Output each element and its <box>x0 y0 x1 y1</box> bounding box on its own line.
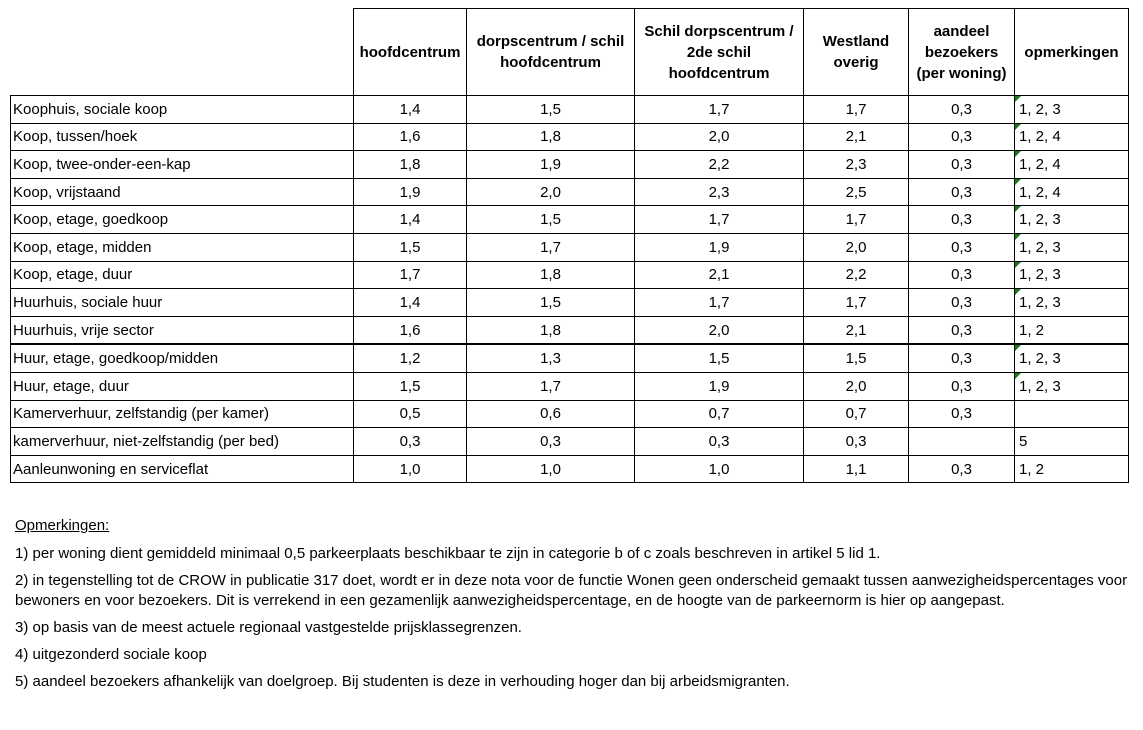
value-cell: 1,0 <box>467 455 635 483</box>
remarks-cell <box>1015 400 1129 428</box>
remarks-text: 1, 2, 3 <box>1019 211 1061 229</box>
table-row <box>11 316 1129 344</box>
comment-indicator-icon[interactable] <box>1015 262 1021 268</box>
value-cell: 0,3 <box>909 400 1015 428</box>
comment-indicator-icon[interactable] <box>1015 206 1021 212</box>
value-cell: 2,0 <box>635 316 804 344</box>
row-label: Koop, etage, goedkoop <box>11 206 354 234</box>
header-aandeel-bezoekers: aandeel bezoekers (per woning) <box>909 9 1015 96</box>
value-cell: 1,5 <box>354 372 467 400</box>
remarks-text: 1, 2, 3 <box>1019 100 1061 118</box>
value-cell: 0,3 <box>909 233 1015 261</box>
table-row <box>11 178 1129 206</box>
value-cell: 2,1 <box>635 261 804 289</box>
value-cell: 0,7 <box>635 400 804 428</box>
value-cell: 1,6 <box>354 123 467 151</box>
row-label: Koop, etage, duur <box>11 261 354 289</box>
value-cell: 1,5 <box>467 96 635 124</box>
table-body <box>11 96 1129 483</box>
value-cell: 0,3 <box>909 96 1015 124</box>
value-cell <box>909 428 1015 456</box>
header-dorpscentrum: dorpscentrum / schil hoofdcentrum <box>467 9 635 96</box>
remarks-cell <box>1015 428 1129 456</box>
value-cell: 0,3 <box>909 289 1015 317</box>
value-cell: 0,3 <box>635 428 804 456</box>
value-cell: 1,7 <box>635 96 804 124</box>
remarks-text: 1, 2, 3 <box>1019 377 1061 395</box>
value-cell: 2,1 <box>804 123 909 151</box>
value-cell: 1,5 <box>804 344 909 372</box>
value-cell: 0,3 <box>909 151 1015 179</box>
value-cell: 1,8 <box>467 123 635 151</box>
remarks-text: 1, 2, 4 <box>1019 183 1061 201</box>
table-row <box>11 233 1129 261</box>
remarks-cell <box>1015 289 1129 317</box>
remarks-text: 1, 2, 3 <box>1019 293 1061 311</box>
row-label: Koop, vrijstaand <box>11 178 354 206</box>
header-westland-overig: Westland overig <box>804 9 909 96</box>
value-cell: 2,0 <box>804 372 909 400</box>
remarks-text: 1, 2, 3 <box>1019 266 1061 284</box>
row-label: Koop, tussen/hoek <box>11 123 354 151</box>
parking-norms-table-sheet <box>10 8 1129 483</box>
table-row <box>11 372 1129 400</box>
header-schil-dorpscentrum: Schil dorpscentrum / 2de schil hoofdcentrum <box>635 9 804 96</box>
value-cell: 0,3 <box>467 428 635 456</box>
remarks-cell <box>1015 261 1129 289</box>
value-cell: 0,3 <box>909 123 1015 151</box>
remarks-cell <box>1015 344 1129 372</box>
row-label: Koop, twee-onder-een-kap <box>11 151 354 179</box>
remarks-text: 1, 2, 4 <box>1019 128 1061 146</box>
value-cell: 1,9 <box>354 178 467 206</box>
table-row <box>11 455 1129 483</box>
table-row <box>11 206 1129 234</box>
comment-indicator-icon[interactable] <box>1015 345 1021 351</box>
value-cell: 2,2 <box>635 151 804 179</box>
table-row <box>11 96 1129 124</box>
header-corner <box>11 9 354 96</box>
table-row <box>11 428 1129 456</box>
header-opmerkingen: opmerkingen <box>1015 9 1129 96</box>
value-cell: 0,3 <box>354 428 467 456</box>
value-cell: 0,7 <box>804 400 909 428</box>
row-label: Koop, etage, midden <box>11 233 354 261</box>
value-cell: 1,3 <box>467 344 635 372</box>
remarks-cell <box>1015 233 1129 261</box>
row-label: Aanleunwoning en serviceflat <box>11 455 354 483</box>
remark-5: 5) aandeel bezoekers afhankelijk van doelgroep. Bij studenten is deze in verhouding hoger dan bij arbeidsmigranten. <box>15 673 790 690</box>
remarks-text: 1, 2, 3 <box>1019 350 1061 368</box>
value-cell: 0,3 <box>909 178 1015 206</box>
value-cell: 1,6 <box>354 316 467 344</box>
row-label: Huurhuis, sociale huur <box>11 289 354 317</box>
header-hoofdcentrum: hoofdcentrum <box>354 9 467 96</box>
remarks-cell <box>1015 372 1129 400</box>
comment-indicator-icon[interactable] <box>1015 151 1021 157</box>
row-label: Koophuis, sociale koop <box>11 96 354 124</box>
value-cell: 1,7 <box>467 233 635 261</box>
remarks-text: 5 <box>1019 432 1028 450</box>
remarks-cell <box>1015 178 1129 206</box>
value-cell: 1,1 <box>804 455 909 483</box>
value-cell: 1,8 <box>354 151 467 179</box>
remarks-cell <box>1015 455 1129 483</box>
value-cell: 2,5 <box>804 178 909 206</box>
value-cell: 1,7 <box>354 261 467 289</box>
value-cell: 2,3 <box>804 151 909 179</box>
remarks-title: Opmerkingen: <box>15 517 110 534</box>
row-label: Huur, etage, goedkoop/midden <box>11 344 354 372</box>
value-cell: 0,3 <box>804 428 909 456</box>
value-cell: 0,5 <box>354 400 467 428</box>
value-cell: 1,5 <box>635 344 804 372</box>
value-cell: 1,4 <box>354 96 467 124</box>
table-row <box>11 289 1129 317</box>
remarks-text: 1, 2, 4 <box>1019 155 1061 173</box>
table-row <box>11 151 1129 179</box>
value-cell: 1,7 <box>635 206 804 234</box>
remark-3: 3) op basis van de meest actuele regionaal vastgestelde prijsklassegrenzen. <box>15 619 522 636</box>
value-cell: 1,9 <box>635 233 804 261</box>
value-cell: 2,0 <box>635 123 804 151</box>
row-label: Kamerverhuur, zelfstandig (per kamer) <box>11 400 354 428</box>
remarks-text: 1, 2, 3 <box>1019 238 1061 256</box>
value-cell: 2,2 <box>804 261 909 289</box>
value-cell: 1,7 <box>804 289 909 317</box>
value-cell: 1,5 <box>354 233 467 261</box>
value-cell: 1,7 <box>467 372 635 400</box>
value-cell: 2,1 <box>804 316 909 344</box>
comment-indicator-icon[interactable] <box>1015 289 1021 295</box>
value-cell: 1,9 <box>635 372 804 400</box>
remark-4: 4) uitgezonderd sociale koop <box>15 646 207 663</box>
value-cell: 1,8 <box>467 316 635 344</box>
remarks-cell <box>1015 316 1129 344</box>
value-cell: 1,0 <box>354 455 467 483</box>
remark-1: 1) per woning dient gemiddeld minimaal 0,5 parkeerplaats beschikbaar te zijn in categorie b of c zoals beschreven in artikel 5 lid 1. <box>15 545 881 562</box>
value-cell: 0,3 <box>909 316 1015 344</box>
parking-norms-table <box>10 8 1129 483</box>
comment-indicator-icon[interactable] <box>1015 124 1021 130</box>
value-cell: 1,4 <box>354 206 467 234</box>
value-cell: 1,0 <box>635 455 804 483</box>
value-cell: 0,3 <box>909 344 1015 372</box>
row-label: Huur, etage, duur <box>11 372 354 400</box>
value-cell: 1,5 <box>467 206 635 234</box>
value-cell: 0,3 <box>909 455 1015 483</box>
value-cell: 1,2 <box>354 344 467 372</box>
value-cell: 2,3 <box>635 178 804 206</box>
value-cell: 0,3 <box>909 261 1015 289</box>
value-cell: 1,7 <box>804 206 909 234</box>
remarks-cell <box>1015 206 1129 234</box>
comment-indicator-icon[interactable] <box>1015 373 1021 379</box>
value-cell: 0,6 <box>467 400 635 428</box>
remarks-text: 1, 2 <box>1019 460 1045 478</box>
remarks-cell <box>1015 151 1129 179</box>
remarks-section <box>15 516 1130 699</box>
table-row <box>11 261 1129 289</box>
remark-2: 2) in tegenstelling tot de CROW in publicatie 317 doet, wordt er in deze nota voor de functie Wonen geen onderscheid gemaakt tussen aanwezigheidspercentages voor bewoners en voor bezoekers. Dit is verrekend in een gezamenlijk aanwezigheidspercentage, en de hoogte van de parkeernorm is hier op aangepast. <box>15 572 1128 609</box>
value-cell: 2,0 <box>467 178 635 206</box>
table-row <box>11 123 1129 151</box>
remarks-text: 1, 2 <box>1019 321 1045 339</box>
comment-indicator-icon[interactable] <box>1015 234 1021 240</box>
remarks-cell <box>1015 96 1129 124</box>
value-cell: 2,0 <box>804 233 909 261</box>
table-row <box>11 400 1129 428</box>
value-cell: 1,7 <box>804 96 909 124</box>
comment-indicator-icon[interactable] <box>1015 179 1021 185</box>
row-label: Huurhuis, vrije sector <box>11 316 354 344</box>
row-label: kamerverhuur, niet-zelfstandig (per bed) <box>11 428 354 456</box>
value-cell: 0,3 <box>909 372 1015 400</box>
value-cell: 1,5 <box>467 289 635 317</box>
table-row <box>11 344 1129 372</box>
value-cell: 1,4 <box>354 289 467 317</box>
comment-indicator-icon[interactable] <box>1015 96 1021 102</box>
value-cell: 1,8 <box>467 261 635 289</box>
table-header-row <box>11 9 1129 96</box>
value-cell: 1,7 <box>635 289 804 317</box>
value-cell: 0,3 <box>909 206 1015 234</box>
value-cell: 1,9 <box>467 151 635 179</box>
remarks-cell <box>1015 123 1129 151</box>
